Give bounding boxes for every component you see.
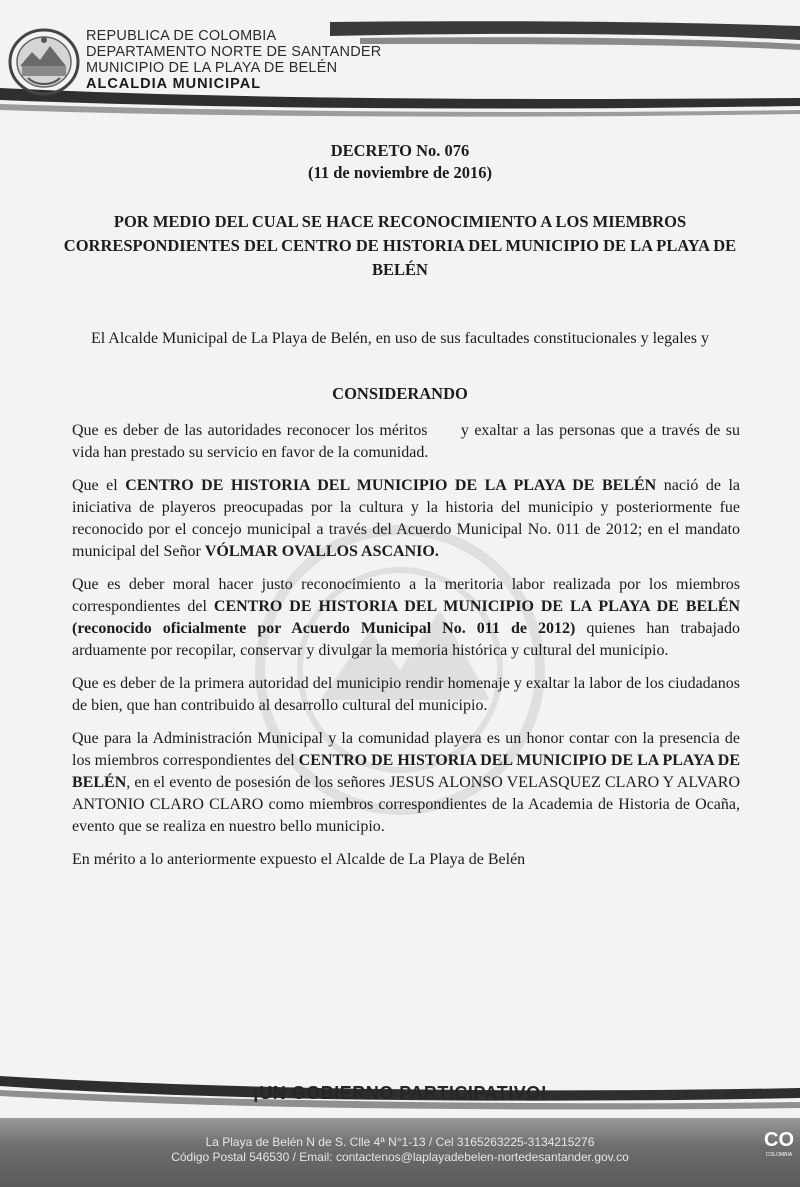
footer-contact [0, 1135, 800, 1165]
letterhead-text [86, 28, 406, 92]
paragraph-6: En mérito a lo anteriormente expuesto el Alcalde de La Playa de Belén [72, 851, 526, 868]
footer-postal-email: Código Postal 546530 / Email: contactenos@laplayadebelen-nortedesantander.gov.co [171, 1150, 629, 1164]
considerations-body [72, 420, 740, 882]
municipality-line: MUNICIPIO DE LA PLAYA DE BELÉN [86, 60, 338, 76]
country-line: REPUBLICA DE COLOMBIA [86, 28, 277, 44]
decree-date: (11 de noviembre de 2016) [308, 163, 492, 182]
paragraph-4: Que es deber de la primera autoridad del municipio rendir homenaje y exaltar la labor de los ciudadanos de bien, que han contribuido al desarrollo cultural del municipio. [72, 675, 740, 714]
paragraph-3: Que es deber moral hacer justo reconocimiento a la meritoria labor realizada por los miembros correspondientes del CENTRO DE HISTORIA DEL MUNICIPIO DE LA PLAYA DE BELÉN (reconocido oficialmente por Acuerdo Municipal No. 011 de 2012) quienes han trabajado arduamente por recopilar, conservar y divulgar la memoria histórica y cultural del municipio. [72, 576, 741, 659]
paragraph-2: Que el CENTRO DE HISTORIA DEL MUNICIPIO DE LA PLAYA DE BELÉN nació de la iniciativa de playeros preocupadas por la cultura y la historia del municipio y posteriormente fue reconocido por el concejo municipal a través del Acuerdo Municipal No. 011 de 2012; en el mandato municipal del Señor VÓLMAR OVALLOS ASCANIO. [72, 477, 741, 560]
decree-heading [0, 140, 800, 184]
colombia-co-logo: CO COLOMBIA [764, 1129, 794, 1158]
decree-number: DECRETO No. 076 [330, 141, 470, 160]
intro-paragraph: El Alcalde Municipal de La Playa de Belén, en uso de sus facultades constitucionales y legales y [90, 330, 710, 347]
footer-address: La Playa de Belén N de S. Clle 4ª N°1-13 / Cel 3165263225-3134215276 [205, 1135, 595, 1149]
decree-subject: POR MEDIO DEL CUAL SE HACE RECONOCIMIENTO A LOS MIEMBROS CORRESPONDIENTES DEL CENTRO DE HISTORIA DEL MUNICIPIO DE LA PLAYA DE BELÉN [63, 212, 737, 279]
considerando-heading: CONSIDERANDO [332, 384, 468, 403]
paragraph-1: Que es deber de las autoridades reconocer los méritos y exaltar a las personas que a través de su vida han prestado su servicio en favor de la comunidad. [72, 422, 741, 461]
office-line: ALCALDIA MUNICIPAL [86, 76, 262, 92]
paragraph-5: Que para la Administración Municipal y la comunidad playera es un honor contar con la presencia de los miembros correspondientes del CENTRO DE HISTORIA DEL MUNICIPIO DE LA PLAYA DE BELÉN, en el evento de posesión de los señores JESUS ALONSO VELASQUEZ CLARO Y ALVARO ANTONIO CLARO CLARO como miembros correspondientes de la Academia de Historia de Ocaña, evento que se realiza en nuestro bello municipio. [72, 730, 741, 835]
department-line: DEPARTAMENTO NORTE DE SANTANDER [86, 44, 382, 60]
footer-slogan: ¡UN GOBIERNO PARTICIPATIVO! [252, 1083, 548, 1103]
letterhead [0, 0, 800, 130]
municipal-seal-icon [6, 26, 82, 98]
